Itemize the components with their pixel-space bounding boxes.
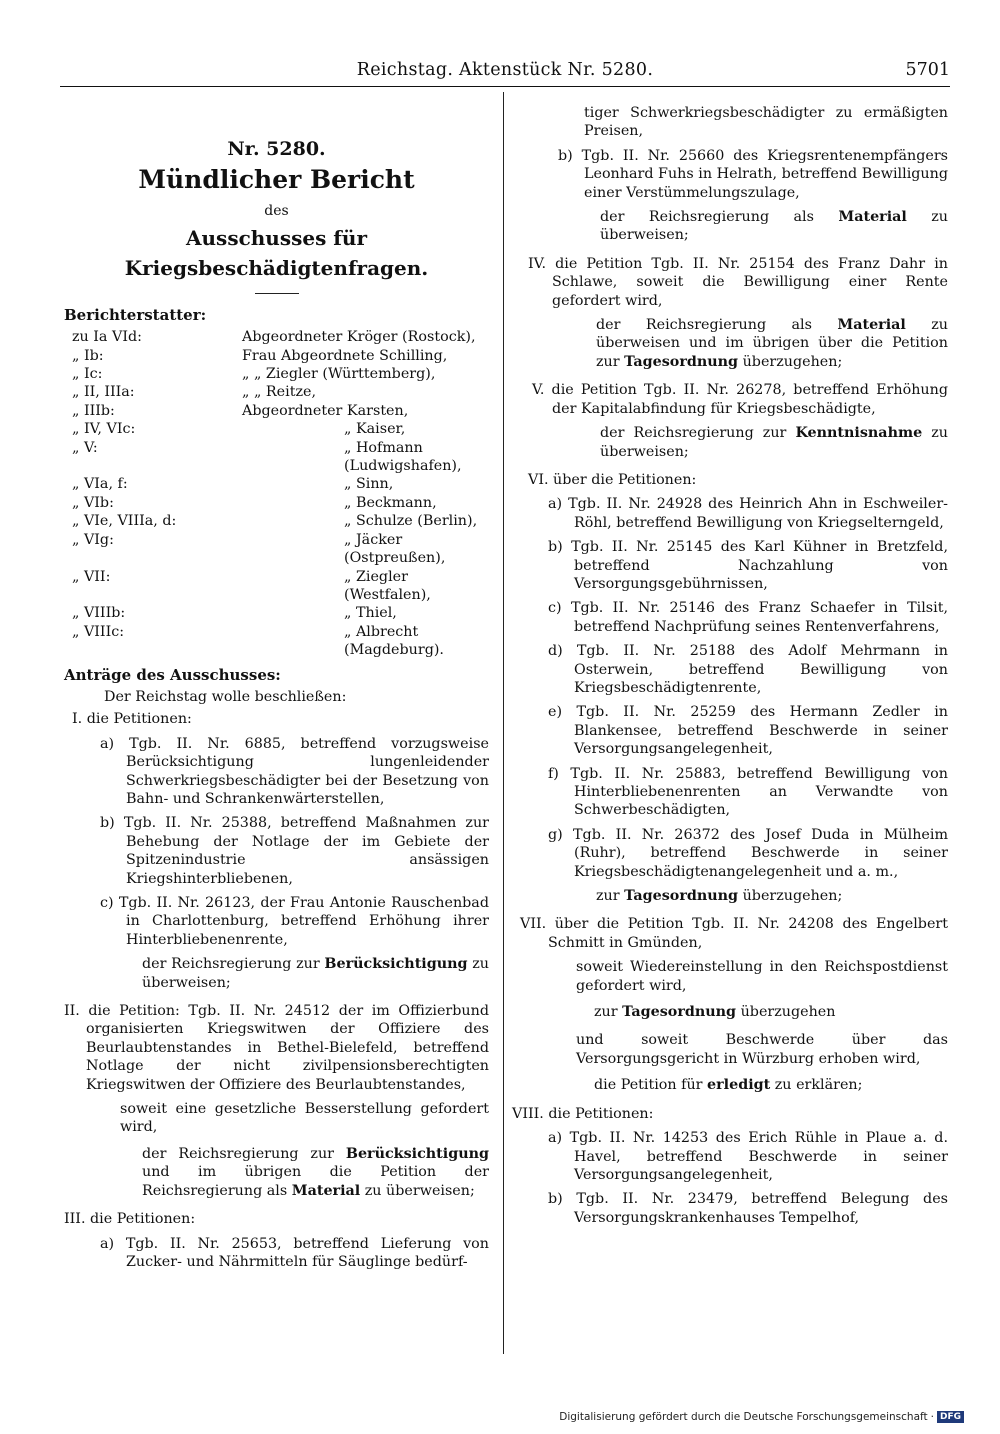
section-6-decision: zur Tagesordnung überzugehen; [596, 888, 843, 905]
reporter-name: „ Beckmann, [344, 494, 437, 511]
running-title: Reichstag. Aktenstück Nr. 5280. [356, 60, 654, 80]
petition-25259: e) Tgb. II. Nr. 25259 des Hermann Zedler in Blankensee, betreffend Beschwerde in seiner Versorgungsangelegenheit, [548, 704, 948, 758]
reporter-reference: „ VIIIc: [72, 623, 125, 640]
digitization-credit [559, 1411, 964, 1423]
reporter-name: „ Ziegler (Westfalen), [344, 568, 431, 603]
section-2-condition: soweit eine gesetzliche Besserstellung gefordert wird, [120, 1101, 489, 1136]
reporter-name: Abgeordneter Kröger (Rostock), [242, 329, 476, 346]
committee-name: Ausschusses für Kriegsbeschädigtenfragen. [124, 225, 429, 280]
reporter-row [64, 383, 489, 401]
document-number: Nr. 5280. [227, 138, 326, 160]
petition-23479: b) Tgb. II. Nr. 23479, betreffend Belegung des Versorgungskrankenhauses Tempelhof, [548, 1191, 948, 1226]
section-7-decision-2: die Petition für erledigt zu erklären; [594, 1077, 863, 1094]
reporter-name: „ Hofmann (Ludwigshafen), [344, 439, 462, 475]
section-7-decision-1: zur Tagesordnung überzugehen [594, 1004, 836, 1021]
reporter-name: Abgeordneter Karsten, [242, 402, 409, 419]
reporter-name: „ Kaiser, [344, 421, 406, 438]
separator: · [930, 1411, 934, 1423]
column-divider [503, 92, 504, 1354]
section-4-petition: IV. die Petition Tgb. II. Nr. 25154 des Franz Dahr in Schlawe, soweit die Bewilligung einer Rente gefordert wird, [528, 255, 948, 309]
reporter-row [64, 347, 489, 365]
document-title: Mündlicher Bericht [138, 165, 415, 195]
petition-25188: d) Tgb. II. Nr. 25188 des Adolf Mehrmann in Osterwein, betreffend Bewilligung von Kriegsbeschädigtenrente, [548, 643, 948, 696]
reporter-row [64, 568, 489, 605]
reporter-row [64, 439, 489, 476]
reporter-row [64, 402, 489, 420]
reporter-row [64, 475, 489, 493]
petition-25653: a) Tgb. II. Nr. 25653, betreffend Lieferung von Zucker- und Nährmitteln für Säuglinge bedürf- [100, 1235, 489, 1270]
page-header [60, 60, 950, 87]
section-4-decision: der Reichsregierung als Material zu überweisen und im übrigen über die Petition zur Tagesordnung überzugehen; [596, 317, 948, 370]
reporter-reference: zu Ia VId: [72, 329, 142, 346]
reporter-name: „ „ Reitze, [242, 384, 316, 401]
reporter-name: „ Jäcker (Ostpreußen), [344, 531, 446, 567]
title-connector: des [264, 203, 289, 220]
reporters-heading: Berichterstatter: [64, 305, 207, 324]
reporter-reference: „ VIa, f: [72, 476, 128, 493]
section-2-petition: II. die Petition: Tgb. II. Nr. 24512 der im Offizierbund organisierten Kriegswitwen der Offiziere des Beurlaubtenstandes in Bethel-Bielefeld, betreffend Notlage der nicht zivilpensionsberechtigten Kriegswitwen der Offiziere des Beurlaubtenstandes, [64, 1003, 489, 1093]
reporter-row [64, 512, 489, 530]
left-column [64, 140, 489, 1277]
section-7-petition: VII. über die Petition Tgb. II. Nr. 24208 des Engelbert Schmitt in Gmünden, [520, 916, 948, 951]
petition-6885: a) Tgb. II. Nr. 6885, betreffend vorzugsweise Berücksichtigung lungenleidender Schwerkriegsbeschädigter bei der Besetzung von Bahn- und Schrankenwärterstellen, [100, 735, 489, 807]
reporter-name: „ Albrecht (Magdeburg). [344, 623, 444, 659]
reporter-row [64, 420, 489, 438]
reporter-reference: „ II, IIIa: [72, 384, 135, 401]
petition-26372: g) Tgb. II. Nr. 26372 des Josef Duda in Mülheim (Ruhr), betreffend Beschwerde in seiner Kriegsbeschädigtenangelegenheit und a. m., [548, 826, 948, 880]
petition-14253: a) Tgb. II. Nr. 14253 des Erich Rühle in Plaue a. d. Havel, betreffend Beschwerde in seiner Versorgungsangelegenheit, [548, 1130, 948, 1183]
reporter-row [64, 365, 489, 383]
section-3-decision: der Reichsregierung als Material zu überweisen; [600, 209, 948, 244]
section-3-heading: III. die Petitionen: [64, 1211, 196, 1228]
petition-25145: b) Tgb. II. Nr. 25145 des Karl Kühner in Bretzfeld, betreffend Nachzahlung von Versorgungsgebührnissen, [548, 539, 948, 592]
petition-25660: b) Tgb. II. Nr. 25660 des Kriegsrentenempfängers Leonhard Fuhs in Helrath, betreffend Bewilligung einer Verstümmelungszulage, [558, 147, 948, 201]
page-number: 5701 [905, 60, 950, 80]
right-column [512, 104, 948, 1233]
reporter-reference: „ VIg: [72, 531, 114, 548]
dfg-logo: DFG [937, 1411, 964, 1423]
reporter-name: „ „ Ziegler (Württemberg), [242, 366, 436, 383]
section-2-decision: der Reichsregierung zur Berücksichtigung und im übrigen die Petition der Reichsregierung als Material zu überweisen; [142, 1145, 489, 1199]
reporter-row [64, 604, 489, 622]
section-5-petition: V. die Petition Tgb. II. Nr. 26278, betreffend Erhöhung der Kapitalabfindung für Kriegsbeschädigte, [532, 382, 948, 417]
section-5-decision: der Reichsregierung zur Kenntnisnahme zu überweisen; [600, 425, 948, 460]
reporter-row [64, 494, 489, 512]
section-7-condition-1: soweit Wiedereinstellung in den Reichspostdienst gefordert wird, [576, 959, 948, 994]
reporter-reference: „ VII: [72, 568, 111, 585]
petition-25146: c) Tgb. II. Nr. 25146 des Franz Schaefer in Tilsit, betreffend Nachprüfung seines Rentenverfahrens, [548, 600, 948, 635]
reporter-reference: „ Ic: [72, 366, 103, 383]
reporter-name: „ Sinn, [344, 476, 394, 493]
reporter-reference: „ IV, VIc: [72, 421, 136, 438]
reporter-row [64, 623, 489, 660]
reporter-reference: „ VIe, VIIIa, d: [72, 513, 177, 530]
petition-25883: f) Tgb. II. Nr. 25883, betreffend Bewilligung von Hinterbliebenenrenten an Verwandte von Schwerbeschädigten, [548, 765, 948, 819]
reporter-name: Frau Abgeordnete Schilling, [242, 347, 448, 364]
reporter-reference: „ IIIb: [72, 402, 115, 419]
section-7-condition-2: und soweit Beschwerde über das Versorgungsgericht in Würzburg erhoben wird, [576, 1032, 948, 1067]
reporter-reference: „ V: [72, 439, 98, 456]
motions-heading: Anträge des Ausschusses: [64, 665, 281, 684]
reporter-reference: „ VIb: [72, 494, 114, 511]
reporter-reference: „ VIIIb: [72, 605, 126, 622]
petition-25388: b) Tgb. II. Nr. 25388, betreffend Maßnahmen zur Behebung der Notlage der im Gebiete der Spitzenindustrie ansässigen Kriegshinterbliebenen, [100, 815, 489, 887]
reporter-row [64, 328, 489, 346]
reporter-row [64, 531, 489, 568]
petition-24928: a) Tgb. II. Nr. 24928 des Heinrich Ahn in Eschweiler-Röhl, betreffend Bewilligung von Kriegselterngeld, [548, 496, 948, 531]
section-8-heading: VIII. die Petitionen: [512, 1105, 654, 1122]
resolution-intro: Der Reichstag wolle beschließen: [104, 688, 347, 705]
title-rule [255, 293, 299, 294]
reporter-name: „ Schulze (Berlin), [344, 513, 478, 530]
credit-text: Digitalisierung gefördert durch die Deutsche Forschungsgemeinschaft [559, 1411, 928, 1423]
reporters-list [64, 328, 489, 659]
petition-26123: c) Tgb. II. Nr. 26123, der Frau Antonie Rauschenbad in Charlottenburg, betreffend Erhöhung ihrer Hinterbliebenenrente, [100, 895, 489, 948]
petition-25653-continued: tiger Schwerkriegsbeschädigter zu ermäßigten Preisen, [584, 105, 948, 140]
section-1-heading: I. die Petitionen: [72, 711, 192, 728]
reporter-name: „ Thiel, [344, 605, 397, 622]
reporter-reference: „ Ib: [72, 347, 104, 364]
section-1-decision: der Reichsregierung zur Berücksichtigung zu überweisen; [142, 956, 489, 991]
section-6-heading: VI. über die Petitionen: [528, 471, 697, 488]
